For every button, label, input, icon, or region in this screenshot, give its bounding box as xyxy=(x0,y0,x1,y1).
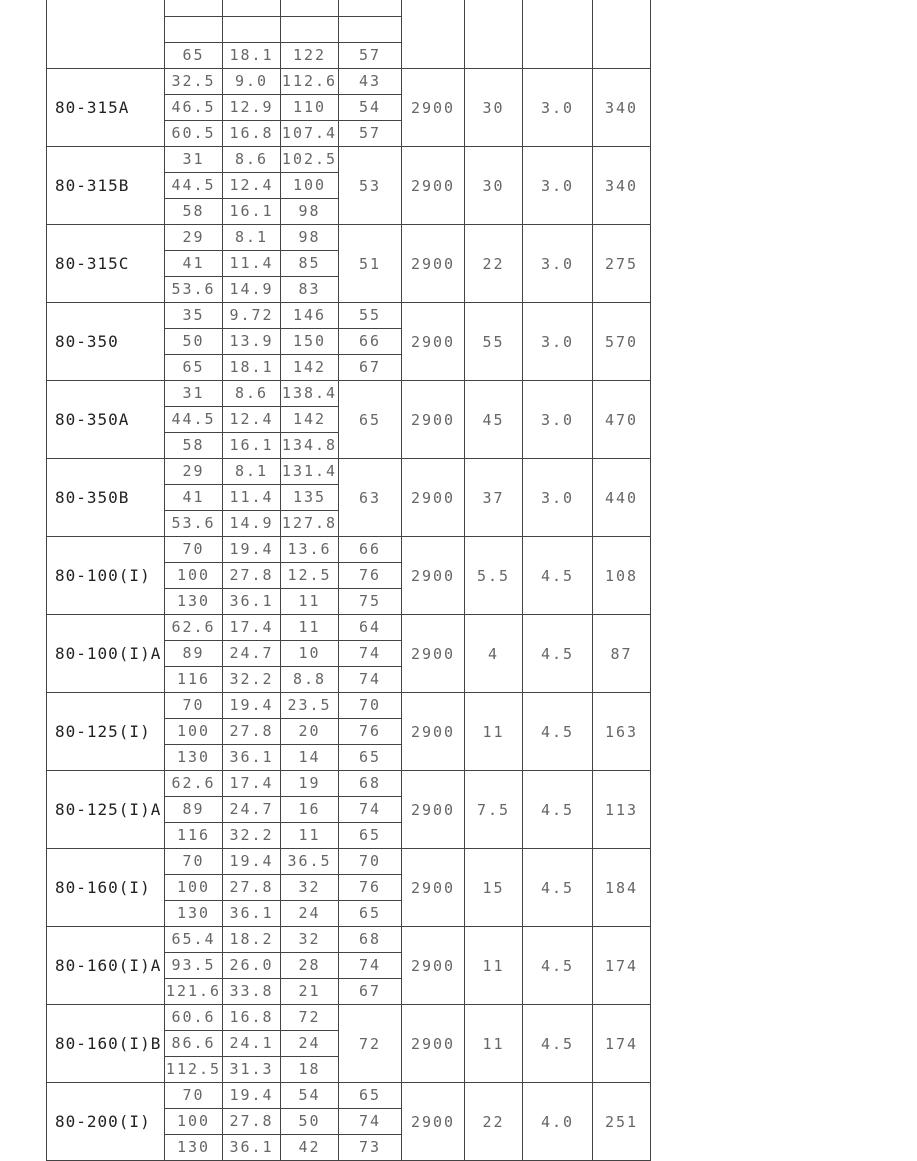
head-cell: 135 xyxy=(281,485,339,511)
flow-ls-cell: 9.0 xyxy=(223,69,281,95)
flow-m3h-cell: 65 xyxy=(165,43,223,69)
flow-ls-cell: 16.8 xyxy=(223,121,281,147)
model-cell: 80-100(I) xyxy=(47,537,165,615)
head-cell: 21 xyxy=(281,979,339,1005)
speed-cell: 2900 xyxy=(402,927,465,1005)
flow-m3h-cell: 44.5 xyxy=(165,173,223,199)
efficiency-cell: 74 xyxy=(339,797,402,823)
flow-m3h-cell: 29 xyxy=(165,459,223,485)
head-cell: 10 xyxy=(281,641,339,667)
power-cell: 30 xyxy=(465,69,523,147)
table-row xyxy=(47,693,651,719)
flow-m3h-cell: 130 xyxy=(165,1135,223,1161)
efficiency-cell: 43 xyxy=(339,69,402,95)
weight-cell: 113 xyxy=(593,771,651,849)
head-cell: 11 xyxy=(281,589,339,615)
flow-ls-cell: 14.9 xyxy=(223,277,281,303)
flow-m3h-cell: 89 xyxy=(165,797,223,823)
head-cell: 42 xyxy=(281,1135,339,1161)
flow-ls-cell: 33.8 xyxy=(223,979,281,1005)
head-cell xyxy=(281,17,339,43)
efficiency-cell: 65 xyxy=(339,901,402,927)
power-cell: 22 xyxy=(465,225,523,303)
efficiency-cell: 70 xyxy=(339,849,402,875)
flow-m3h-cell: 89 xyxy=(165,641,223,667)
head-cell: 23.5 xyxy=(281,693,339,719)
flow-m3h-cell xyxy=(165,0,223,17)
npsh-cell: 4.0 xyxy=(523,1083,593,1161)
speed-cell: 2900 xyxy=(402,1083,465,1161)
flow-ls-cell: 27.8 xyxy=(223,1109,281,1135)
power-cell: 4 xyxy=(465,615,523,693)
npsh-cell: 4.5 xyxy=(523,693,593,771)
head-cell: 50 xyxy=(281,1109,339,1135)
head-cell: 131.4 xyxy=(281,459,339,485)
speed-cell: 2900 xyxy=(402,537,465,615)
flow-m3h-cell: 86.6 xyxy=(165,1031,223,1057)
power-cell: 11 xyxy=(465,693,523,771)
flow-m3h-cell: 35 xyxy=(165,303,223,329)
model-cell xyxy=(47,0,165,69)
efficiency-cell: 64 xyxy=(339,615,402,641)
flow-ls-cell: 16.1 xyxy=(223,199,281,225)
flow-m3h-cell: 93.5 xyxy=(165,953,223,979)
power-cell: 37 xyxy=(465,459,523,537)
npsh-cell xyxy=(523,0,593,69)
flow-m3h-cell: 100 xyxy=(165,719,223,745)
flow-ls-cell: 36.1 xyxy=(223,901,281,927)
flow-m3h-cell: 70 xyxy=(165,1083,223,1109)
flow-m3h-cell: 29 xyxy=(165,225,223,251)
efficiency-cell: 76 xyxy=(339,563,402,589)
flow-ls-cell: 27.8 xyxy=(223,563,281,589)
weight-cell: 340 xyxy=(593,69,651,147)
power-cell: 11 xyxy=(465,1005,523,1083)
weight-cell: 340 xyxy=(593,147,651,225)
efficiency-cell: 53 xyxy=(339,147,402,225)
head-cell: 16 xyxy=(281,797,339,823)
head-cell: 32 xyxy=(281,927,339,953)
head-cell: 98 xyxy=(281,199,339,225)
flow-m3h-cell: 62.6 xyxy=(165,771,223,797)
model-cell: 80-125(I) xyxy=(47,693,165,771)
head-cell: 32 xyxy=(281,875,339,901)
efficiency-cell: 76 xyxy=(339,875,402,901)
efficiency-cell xyxy=(339,17,402,43)
flow-ls-cell: 16.8 xyxy=(223,1005,281,1031)
npsh-cell: 3.0 xyxy=(523,225,593,303)
speed-cell: 2900 xyxy=(402,459,465,537)
head-cell: 100 xyxy=(281,173,339,199)
efficiency-cell xyxy=(339,0,402,17)
table-row xyxy=(47,225,651,251)
power-cell: 11 xyxy=(465,927,523,1005)
flow-ls-cell: 8.1 xyxy=(223,225,281,251)
speed-cell xyxy=(402,0,465,69)
flow-m3h-cell: 41 xyxy=(165,251,223,277)
flow-m3h-cell: 65.4 xyxy=(165,927,223,953)
efficiency-cell: 65 xyxy=(339,823,402,849)
flow-m3h-cell: 116 xyxy=(165,823,223,849)
head-cell: 107.4 xyxy=(281,121,339,147)
head-cell: 24 xyxy=(281,1031,339,1057)
npsh-cell: 3.0 xyxy=(523,147,593,225)
speed-cell: 2900 xyxy=(402,615,465,693)
table-row xyxy=(47,771,651,797)
flow-ls-cell: 18.1 xyxy=(223,355,281,381)
flow-ls-cell: 19.4 xyxy=(223,537,281,563)
efficiency-cell: 68 xyxy=(339,927,402,953)
efficiency-cell: 70 xyxy=(339,693,402,719)
table-row xyxy=(47,147,651,173)
table-row xyxy=(47,459,651,485)
npsh-cell: 3.0 xyxy=(523,459,593,537)
weight-cell: 251 xyxy=(593,1083,651,1161)
flow-ls-cell: 12.9 xyxy=(223,95,281,121)
head-cell: 134.8 xyxy=(281,433,339,459)
flow-ls-cell: 19.4 xyxy=(223,849,281,875)
npsh-cell: 4.5 xyxy=(523,1005,593,1083)
flow-ls-cell: 31.3 xyxy=(223,1057,281,1083)
head-cell: 85 xyxy=(281,251,339,277)
weight-cell: 184 xyxy=(593,849,651,927)
head-cell: 11 xyxy=(281,615,339,641)
weight-cell: 570 xyxy=(593,303,651,381)
head-cell: 8.8 xyxy=(281,667,339,693)
speed-cell: 2900 xyxy=(402,1005,465,1083)
flow-ls-cell: 14.9 xyxy=(223,511,281,537)
flow-m3h-cell: 100 xyxy=(165,563,223,589)
flow-m3h-cell: 53.6 xyxy=(165,511,223,537)
flow-m3h-cell xyxy=(165,17,223,43)
table-row xyxy=(47,1083,651,1109)
weight-cell: 174 xyxy=(593,1005,651,1083)
flow-m3h-cell: 31 xyxy=(165,381,223,407)
flow-ls-cell: 12.4 xyxy=(223,173,281,199)
head-cell: 150 xyxy=(281,329,339,355)
efficiency-cell: 55 xyxy=(339,303,402,329)
flow-ls-cell: 11.4 xyxy=(223,485,281,511)
table-row xyxy=(47,927,651,953)
flow-m3h-cell: 100 xyxy=(165,1109,223,1135)
weight-cell: 108 xyxy=(593,537,651,615)
speed-cell: 2900 xyxy=(402,771,465,849)
efficiency-cell: 57 xyxy=(339,43,402,69)
npsh-cell: 4.5 xyxy=(523,615,593,693)
table-row xyxy=(47,0,651,17)
head-cell: 28 xyxy=(281,953,339,979)
flow-m3h-cell: 65 xyxy=(165,355,223,381)
efficiency-cell: 76 xyxy=(339,719,402,745)
flow-ls-cell: 17.4 xyxy=(223,771,281,797)
weight-cell: 163 xyxy=(593,693,651,771)
table-row xyxy=(47,849,651,875)
weight-cell: 440 xyxy=(593,459,651,537)
flow-ls-cell: 19.4 xyxy=(223,1083,281,1109)
efficiency-cell: 67 xyxy=(339,979,402,1005)
model-cell: 80-315C xyxy=(47,225,165,303)
flow-ls-cell: 19.4 xyxy=(223,693,281,719)
head-cell: 18 xyxy=(281,1057,339,1083)
flow-m3h-cell: 116 xyxy=(165,667,223,693)
npsh-cell: 4.5 xyxy=(523,537,593,615)
efficiency-cell: 66 xyxy=(339,329,402,355)
head-cell: 112.6 xyxy=(281,69,339,95)
model-cell: 80-350A xyxy=(47,381,165,459)
flow-m3h-cell: 50 xyxy=(165,329,223,355)
weight-cell xyxy=(593,0,651,69)
efficiency-cell: 74 xyxy=(339,953,402,979)
head-cell: 19 xyxy=(281,771,339,797)
speed-cell: 2900 xyxy=(402,849,465,927)
efficiency-cell: 54 xyxy=(339,95,402,121)
head-cell: 11 xyxy=(281,823,339,849)
flow-ls-cell: 18.2 xyxy=(223,927,281,953)
table-row xyxy=(47,615,651,641)
flow-ls-cell: 36.1 xyxy=(223,1135,281,1161)
head-cell: 142 xyxy=(281,355,339,381)
table-row xyxy=(47,1005,651,1031)
flow-m3h-cell: 58 xyxy=(165,199,223,225)
head-cell: 122 xyxy=(281,43,339,69)
efficiency-cell: 67 xyxy=(339,355,402,381)
weight-cell: 470 xyxy=(593,381,651,459)
flow-ls-cell xyxy=(223,0,281,17)
flow-m3h-cell: 60.6 xyxy=(165,1005,223,1031)
flow-ls-cell: 36.1 xyxy=(223,589,281,615)
model-cell: 80-350 xyxy=(47,303,165,381)
npsh-cell: 3.0 xyxy=(523,381,593,459)
flow-m3h-cell: 41 xyxy=(165,485,223,511)
flow-m3h-cell: 44.5 xyxy=(165,407,223,433)
head-cell: 13.6 xyxy=(281,537,339,563)
head-cell: 54 xyxy=(281,1083,339,1109)
table-body xyxy=(47,0,651,1161)
efficiency-cell: 65 xyxy=(339,381,402,459)
head-cell: 12.5 xyxy=(281,563,339,589)
power-cell: 55 xyxy=(465,303,523,381)
flow-ls-cell: 32.2 xyxy=(223,823,281,849)
flow-m3h-cell: 70 xyxy=(165,849,223,875)
efficiency-cell: 72 xyxy=(339,1005,402,1083)
efficiency-cell: 57 xyxy=(339,121,402,147)
table-row xyxy=(47,381,651,407)
table-row xyxy=(47,69,651,95)
efficiency-cell: 51 xyxy=(339,225,402,303)
npsh-cell: 3.0 xyxy=(523,69,593,147)
table-row xyxy=(47,303,651,329)
flow-m3h-cell: 60.5 xyxy=(165,121,223,147)
flow-m3h-cell: 112.5 xyxy=(165,1057,223,1083)
head-cell: 14 xyxy=(281,745,339,771)
flow-ls-cell xyxy=(223,17,281,43)
flow-ls-cell: 26.0 xyxy=(223,953,281,979)
efficiency-cell: 74 xyxy=(339,1109,402,1135)
efficiency-cell: 63 xyxy=(339,459,402,537)
model-cell: 80-315B xyxy=(47,147,165,225)
model-cell: 80-160(I) xyxy=(47,849,165,927)
head-cell: 102.5 xyxy=(281,147,339,173)
head-cell: 72 xyxy=(281,1005,339,1031)
flow-m3h-cell: 100 xyxy=(165,875,223,901)
npsh-cell: 4.5 xyxy=(523,771,593,849)
model-cell: 80-315A xyxy=(47,69,165,147)
power-cell: 45 xyxy=(465,381,523,459)
flow-ls-cell: 36.1 xyxy=(223,745,281,771)
flow-ls-cell: 9.72 xyxy=(223,303,281,329)
flow-ls-cell: 8.6 xyxy=(223,381,281,407)
power-cell xyxy=(465,0,523,69)
power-cell: 5.5 xyxy=(465,537,523,615)
efficiency-cell: 65 xyxy=(339,1083,402,1109)
efficiency-cell: 74 xyxy=(339,667,402,693)
flow-m3h-cell: 32.5 xyxy=(165,69,223,95)
flow-m3h-cell: 53.6 xyxy=(165,277,223,303)
weight-cell: 174 xyxy=(593,927,651,1005)
speed-cell: 2900 xyxy=(402,225,465,303)
flow-m3h-cell: 70 xyxy=(165,693,223,719)
flow-m3h-cell: 70 xyxy=(165,537,223,563)
power-cell: 22 xyxy=(465,1083,523,1161)
head-cell: 36.5 xyxy=(281,849,339,875)
flow-ls-cell: 27.8 xyxy=(223,719,281,745)
speed-cell: 2900 xyxy=(402,303,465,381)
pump-spec-table xyxy=(46,0,651,1161)
flow-m3h-cell: 121.6 xyxy=(165,979,223,1005)
flow-ls-cell: 27.8 xyxy=(223,875,281,901)
head-cell: 98 xyxy=(281,225,339,251)
speed-cell: 2900 xyxy=(402,381,465,459)
head-cell: 138.4 xyxy=(281,381,339,407)
flow-ls-cell: 18.1 xyxy=(223,43,281,69)
speed-cell: 2900 xyxy=(402,693,465,771)
model-cell: 80-200(I) xyxy=(47,1083,165,1161)
npsh-cell: 4.5 xyxy=(523,849,593,927)
weight-cell: 275 xyxy=(593,225,651,303)
efficiency-cell: 75 xyxy=(339,589,402,615)
efficiency-cell: 74 xyxy=(339,641,402,667)
efficiency-cell: 65 xyxy=(339,745,402,771)
flow-ls-cell: 24.7 xyxy=(223,641,281,667)
head-cell xyxy=(281,0,339,17)
head-cell: 142 xyxy=(281,407,339,433)
flow-m3h-cell: 58 xyxy=(165,433,223,459)
flow-m3h-cell: 62.6 xyxy=(165,615,223,641)
efficiency-cell: 66 xyxy=(339,537,402,563)
flow-ls-cell: 11.4 xyxy=(223,251,281,277)
head-cell: 83 xyxy=(281,277,339,303)
flow-m3h-cell: 130 xyxy=(165,745,223,771)
model-cell: 80-160(I)A xyxy=(47,927,165,1005)
flow-ls-cell: 8.1 xyxy=(223,459,281,485)
flow-ls-cell: 17.4 xyxy=(223,615,281,641)
speed-cell: 2900 xyxy=(402,147,465,225)
power-cell: 30 xyxy=(465,147,523,225)
head-cell: 146 xyxy=(281,303,339,329)
table-row xyxy=(47,537,651,563)
npsh-cell: 4.5 xyxy=(523,927,593,1005)
flow-ls-cell: 16.1 xyxy=(223,433,281,459)
flow-m3h-cell: 46.5 xyxy=(165,95,223,121)
model-cell: 80-160(I)B xyxy=(47,1005,165,1083)
model-cell: 80-100(I)A xyxy=(47,615,165,693)
head-cell: 110 xyxy=(281,95,339,121)
flow-ls-cell: 32.2 xyxy=(223,667,281,693)
efficiency-cell: 73 xyxy=(339,1135,402,1161)
flow-ls-cell: 13.9 xyxy=(223,329,281,355)
efficiency-cell: 68 xyxy=(339,771,402,797)
flow-m3h-cell: 130 xyxy=(165,589,223,615)
weight-cell: 87 xyxy=(593,615,651,693)
speed-cell: 2900 xyxy=(402,69,465,147)
power-cell: 7.5 xyxy=(465,771,523,849)
flow-ls-cell: 24.7 xyxy=(223,797,281,823)
flow-ls-cell: 24.1 xyxy=(223,1031,281,1057)
flow-ls-cell: 8.6 xyxy=(223,147,281,173)
power-cell: 15 xyxy=(465,849,523,927)
model-cell: 80-350B xyxy=(47,459,165,537)
model-cell: 80-125(I)A xyxy=(47,771,165,849)
flow-ls-cell: 12.4 xyxy=(223,407,281,433)
flow-m3h-cell: 130 xyxy=(165,901,223,927)
head-cell: 127.8 xyxy=(281,511,339,537)
head-cell: 20 xyxy=(281,719,339,745)
flow-m3h-cell: 31 xyxy=(165,147,223,173)
npsh-cell: 3.0 xyxy=(523,303,593,381)
head-cell: 24 xyxy=(281,901,339,927)
